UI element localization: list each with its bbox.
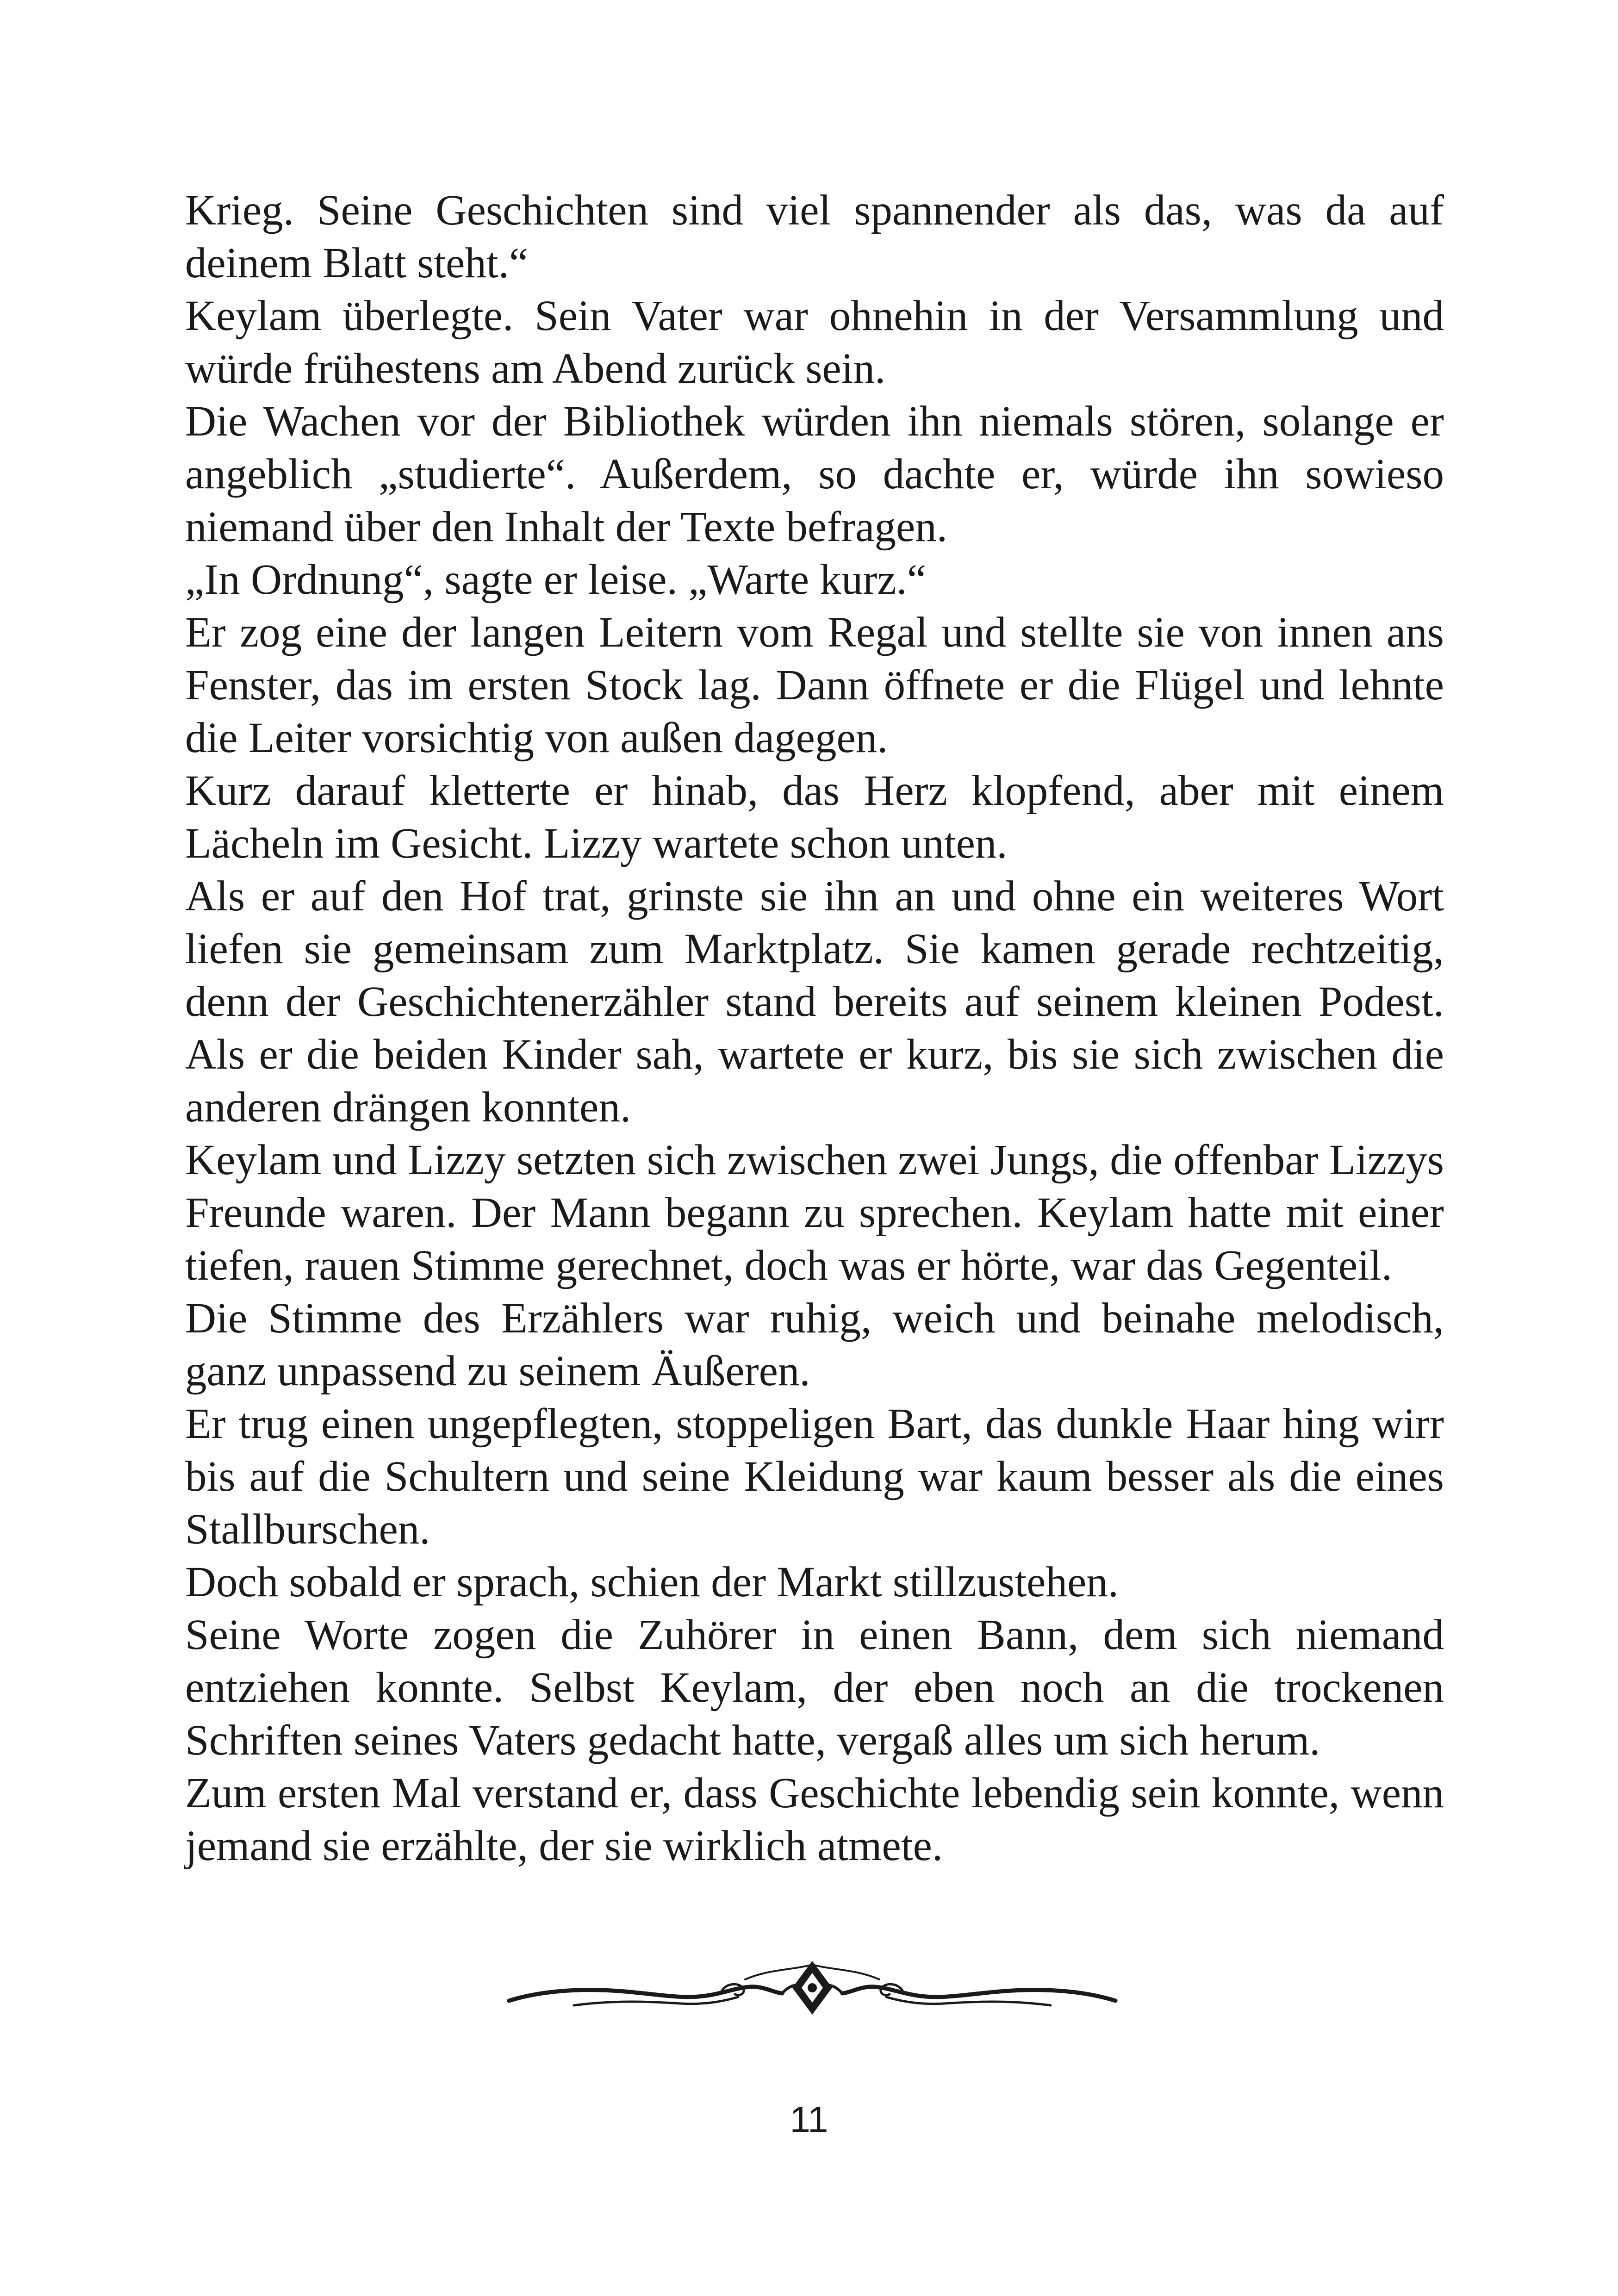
paragraph: Keylam und Lizzy setzten sich zwischen zwei Jungs, die offenbar Lizzys Freunde waren. Der Mann begann zu sprechen. Keylam hatte mit einer tiefen, rauen Stimme gerechnet, doch was er hörte, war das Gegenteil. — [185, 1136, 1444, 1289]
paragraph: Er zog eine der langen Leitern vom Regal und stellte sie von innen ans Fenster, das im ersten Stock lag. Dann öffnete er die Flügel und lehnte die Leiter vorsichtig von außen dagegen. — [185, 609, 1444, 762]
flourish-divider-icon — [504, 1951, 1120, 2020]
paragraph: Kurz darauf kletterte er hinab, das Herz klopfend, aber mit einem Lächeln im Gesicht. Lizzy wartete schon unten. — [185, 767, 1444, 867]
body-text — [185, 184, 1444, 1873]
paragraph: Doch sobald er sprach, schien der Markt stillzustehen. — [185, 1558, 1119, 1606]
paragraph: Keylam überlegte. Sein Vater war ohnehin in der Versammlung und würde frühestens am Abend zurück sein. — [185, 292, 1444, 392]
paragraph: Die Stimme des Erzählers war ruhig, weich und beinahe melodisch, ganz unpassend zu seinem Äußeren. — [185, 1294, 1444, 1395]
paragraph: „In Ordnung“, sagte er leise. „Warte kurz.“ — [185, 556, 927, 604]
paragraph: Die Wachen vor der Bibliothek würden ihn niemals stören, solange er angeblich „studierte“. Außerdem, so dachte er, würde ihn sowieso niemand über den Inhalt der Texte befragen. — [185, 398, 1444, 551]
paragraph: Er trug einen ungepflegten, stoppeligen Bart, das dunkle Haar hing wirr bis auf die Schultern und seine Kleidung war kaum besser als die eines Stallburschen. — [185, 1400, 1444, 1553]
paragraph: Seine Worte zogen die Zuhörer in einen Bann, dem sich niemand entziehen konnte. Selbst Keylam, der eben noch an die trockenen Schriften seines Vaters gedacht hatte, vergaß alles um sich herum. — [185, 1611, 1444, 1764]
paragraph: Krieg. Seine Geschichten sind viel spannender als das, was da auf deinem Blatt steht.“ — [185, 187, 1444, 287]
paragraph: Als er auf den Hof trat, grinste sie ihn an und ohne ein weiteres Wort liefen sie gemeinsam zum Marktplatz. Sie kamen gerade rechtzeitig, denn der Geschichtenerzähler stand bereits auf seinem kleinen Podest. Als er die beiden Kinder sah, wartete er kurz, bis sie sich zwischen die anderen drängen konnten. — [185, 872, 1444, 1131]
page-number: 11 — [790, 2099, 828, 2140]
paragraph: Zum ersten Mal verstand er, dass Geschichte lebendig sein konnte, wenn jemand sie erzählte, der sie wirklich atmete. — [185, 1769, 1444, 1870]
